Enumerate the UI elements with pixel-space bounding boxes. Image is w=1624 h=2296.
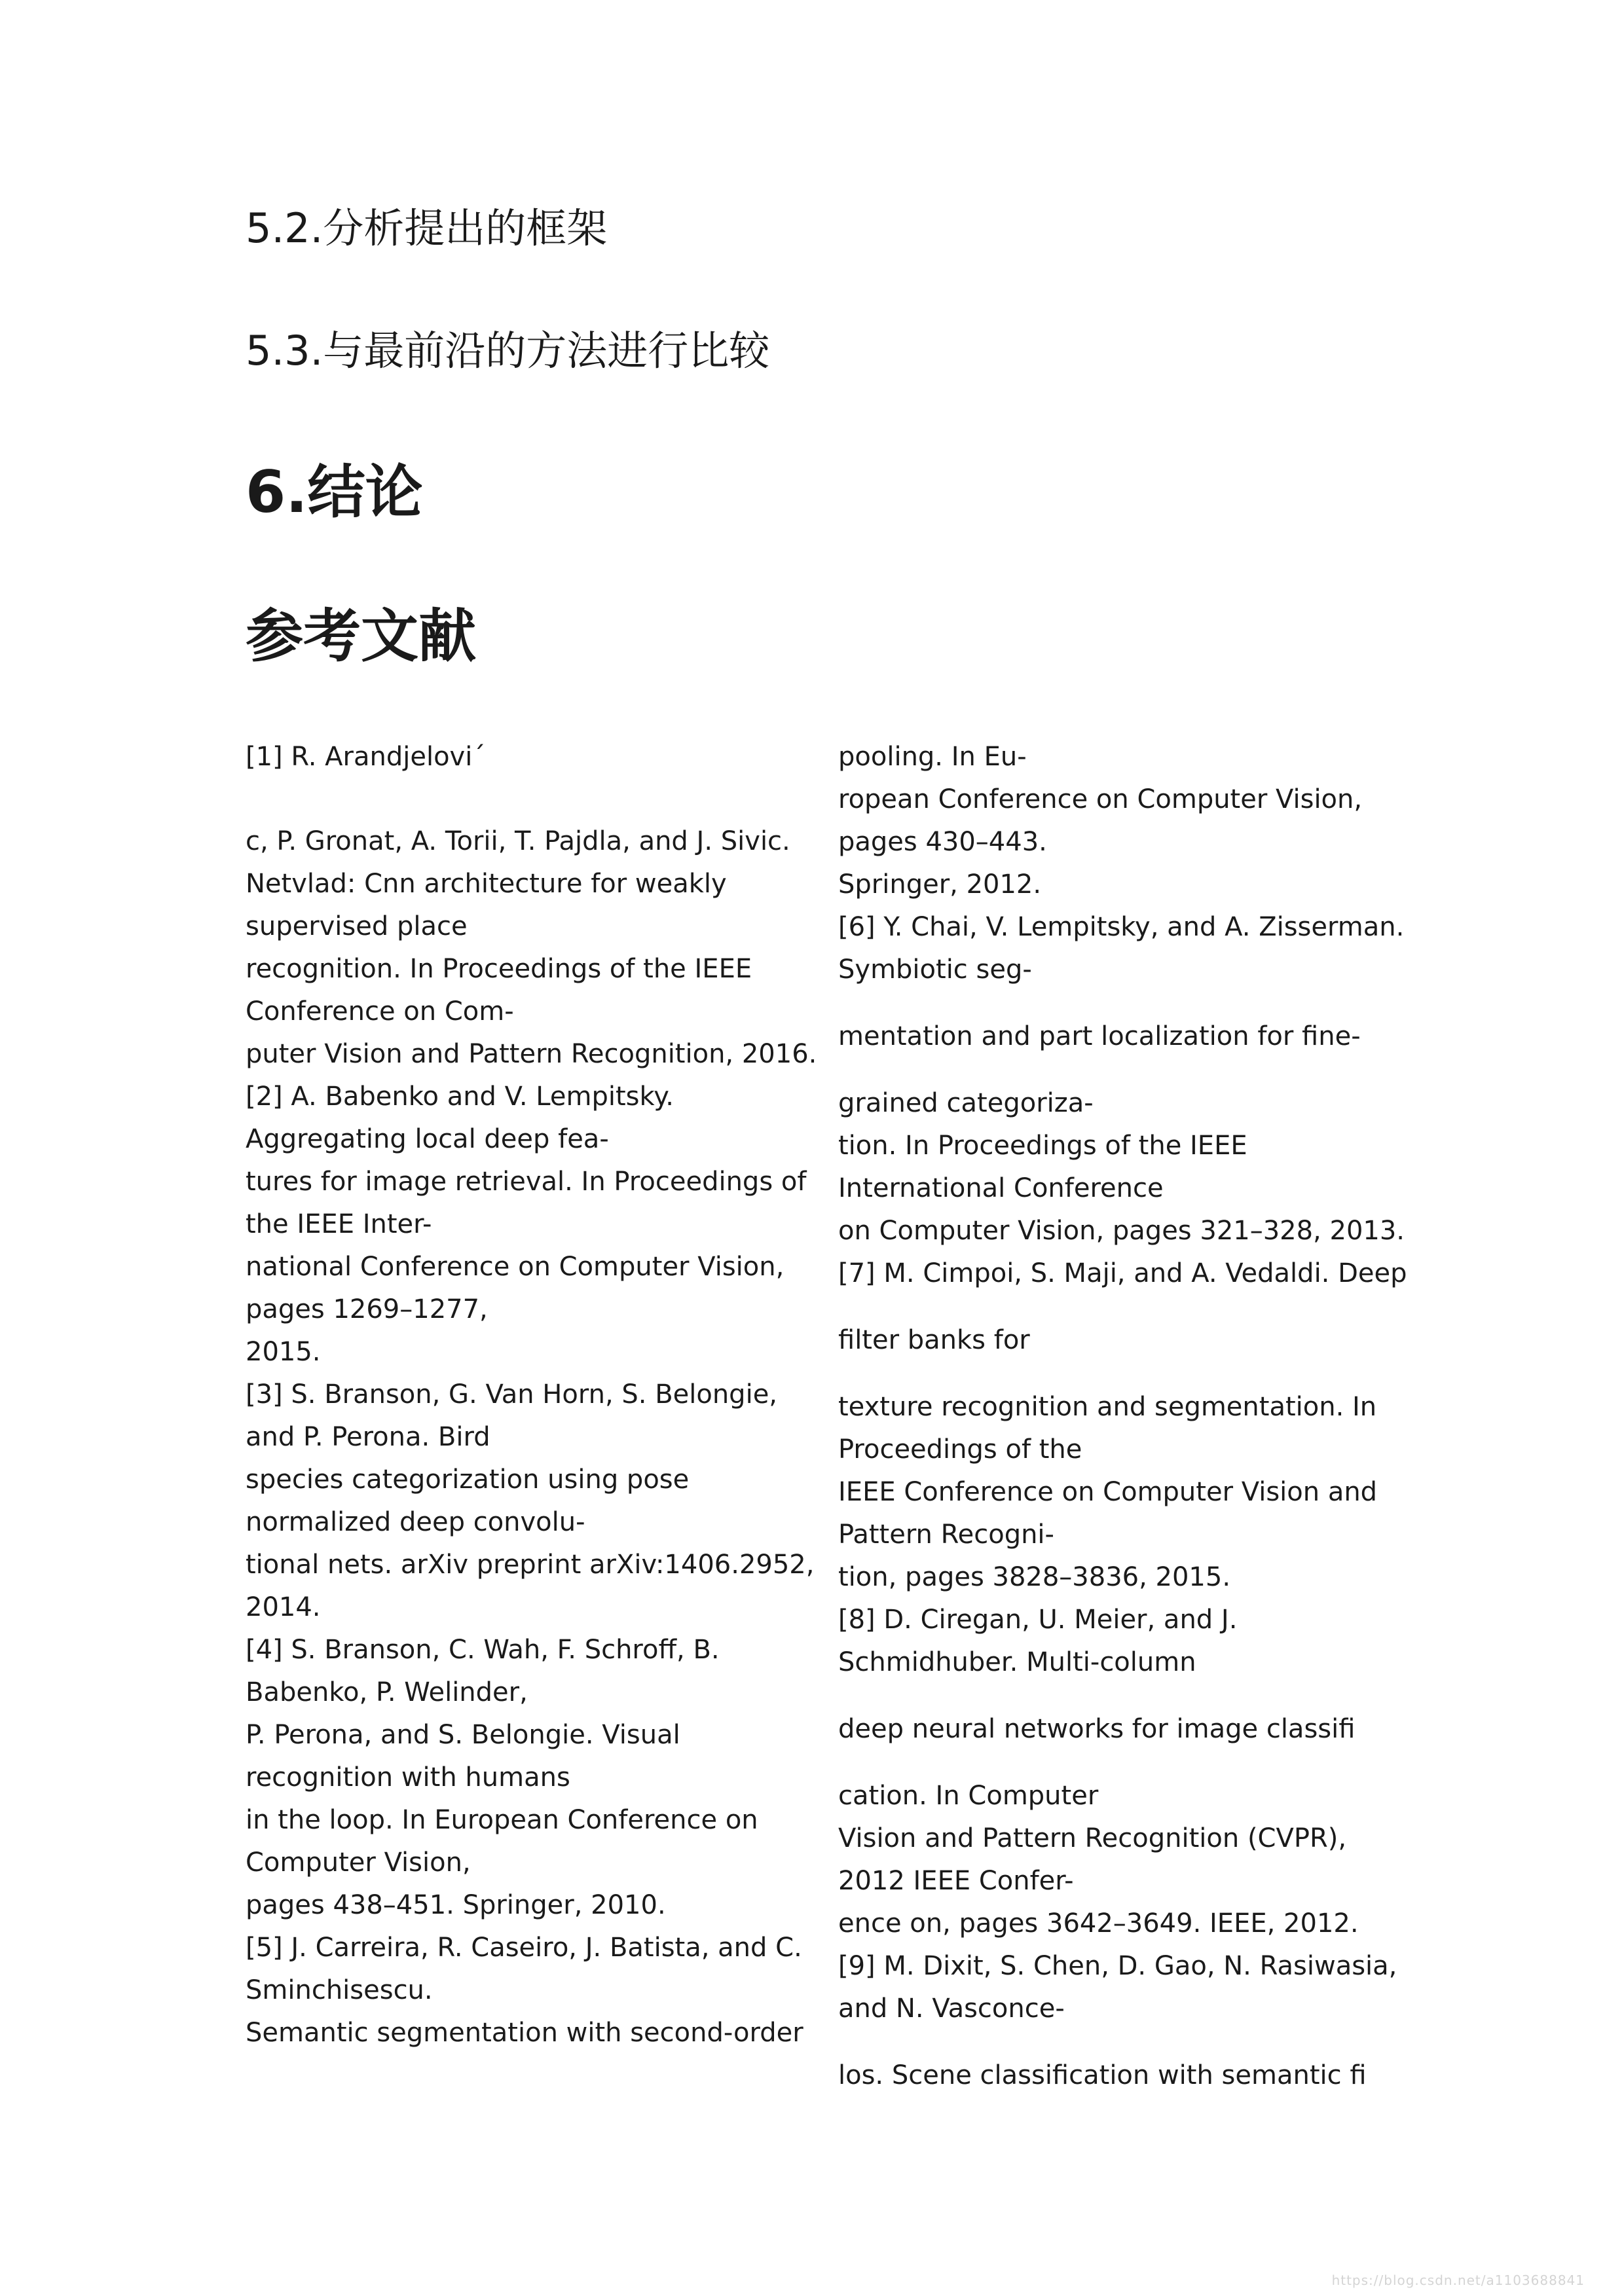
reference-line: [1] R. Arandjelovi´ (246, 742, 486, 772)
section-heading-5-3: 5.3.与最前沿的方法进行比较 (246, 327, 770, 374)
reference-line: P. Perona, and S. Belongie. Visual (246, 1720, 680, 1750)
reference-line: [9] M. Dixit, S. Chen, D. Gao, N. Rasiwasia, (838, 1951, 1397, 1981)
reference-line: IEEE Conference on Computer Vision and (838, 1477, 1378, 1507)
reference-line: tion, pages 3828–3836, 2015. (838, 1562, 1231, 1592)
reference-line: normalized deep convolu- (246, 1507, 585, 1537)
reference-line: Springer, 2012. (838, 869, 1042, 900)
reference-line: recognition. In Proceedings of the IEEE (246, 954, 752, 984)
reference-line: pages 430–443. (838, 827, 1047, 857)
reference-line: texture recognition and segmentation. In (838, 1392, 1377, 1422)
reference-line: ropean Conference on Computer Vision, (838, 784, 1363, 814)
reference-line: pooling. In Eu- (838, 742, 1027, 772)
reference-line: grained categoriza- (838, 1088, 1094, 1118)
references-heading: 参考文献 (246, 602, 477, 670)
reference-line: [4] S. Branson, C. Wah, F. Schroff, B. (246, 1635, 720, 1665)
reference-line: on Computer Vision, pages 321–328, 2013. (838, 1216, 1405, 1246)
reference-line: c, P. Gronat, A. Torii, T. Pajdla, and J. Sivic. (246, 826, 790, 856)
reference-line: Sminchisescu. (246, 1975, 433, 2005)
reference-line: pages 1269–1277, (246, 1294, 488, 1324)
reference-line: 2014. (246, 1592, 321, 1622)
reference-line: Conference on Com- (246, 996, 514, 1027)
reference-line: [5] J. Carreira, R. Caseiro, J. Batista, and C. (246, 1933, 802, 1963)
reference-line: puter Vision and Pattern Recognition, 2016. (246, 1039, 817, 1069)
reference-line: Babenko, P. Welinder, (246, 1677, 528, 1707)
reference-line: pages 438–451. Springer, 2010. (246, 1890, 666, 1920)
reference-line: [3] S. Branson, G. Van Horn, S. Belongie, (246, 1379, 778, 1410)
reference-line: los. Scene classiﬁcation with semantic ﬁ (838, 2060, 1367, 2090)
reference-line: Schmidhuber. Multi-column (838, 1647, 1196, 1677)
reference-line: Aggregating local deep fea- (246, 1124, 609, 1154)
reference-line: deep neural networks for image classiﬁ (838, 1714, 1356, 1744)
reference-line: Symbiotic seg- (838, 955, 1032, 985)
reference-line: Vision and Pattern Recognition (CVPR), (838, 1823, 1347, 1853)
reference-line: 2015. (246, 1337, 321, 1367)
reference-line: tion. In Proceedings of the IEEE (838, 1131, 1247, 1161)
watermark: https://blog.csdn.net/a1103688841 (1331, 2272, 1585, 2288)
reference-line: and N. Vasconce- (838, 1994, 1065, 2024)
reference-line: recognition with humans (246, 1762, 570, 1793)
reference-line: Netvlad: Cnn architecture for weakly (246, 869, 727, 899)
references-right-column (838, 736, 1408, 2097)
reference-line: ﬁlter banks for (838, 1325, 1030, 1355)
reference-line: national Conference on Computer Vision, (246, 1252, 784, 1282)
reference-line: [2] A. Babenko and V. Lempitsky. (246, 1082, 674, 1112)
reference-line: cation. In Computer (838, 1781, 1099, 1811)
reference-line: ence on, pages 3642–3649. IEEE, 2012. (838, 1908, 1359, 1939)
reference-line: tional nets. arXiv preprint arXiv:1406.2952, (246, 1550, 815, 1580)
reference-line: Computer Vision, (246, 1848, 471, 1878)
reference-line: 2012 IEEE Confer- (838, 1866, 1074, 1896)
reference-line: [7] M. Cimpoi, S. Maji, and A. Vedaldi. Deep (838, 1258, 1407, 1288)
reference-line: supervised place (246, 911, 468, 941)
section-heading-6-conclusion: 6.结论 (246, 458, 423, 526)
reference-line: Proceedings of the (838, 1434, 1082, 1465)
reference-line: Pattern Recogni- (838, 1520, 1054, 1550)
reference-line: tures for image retrieval. In Proceedings of (246, 1167, 807, 1197)
reference-line: International Conference (838, 1173, 1164, 1203)
reference-line: mentation and part localization for ﬁne- (838, 1021, 1361, 1051)
reference-line: [8] D. Ciregan, U. Meier, and J. (838, 1605, 1238, 1635)
reference-line: in the loop. In European Conference on (246, 1805, 758, 1835)
reference-line: [6] Y. Chai, V. Lempitsky, and A. Zisserman. (838, 912, 1405, 942)
references-left-column (246, 736, 815, 2054)
reference-line: and P. Perona. Bird (246, 1422, 490, 1452)
reference-line: the IEEE Inter- (246, 1209, 432, 1239)
section-heading-5-2: 5.2.分析提出的框架 (246, 204, 608, 252)
reference-line: species categorization using pose (246, 1465, 690, 1495)
reference-line: Semantic segmentation with second-order (246, 2018, 803, 2048)
